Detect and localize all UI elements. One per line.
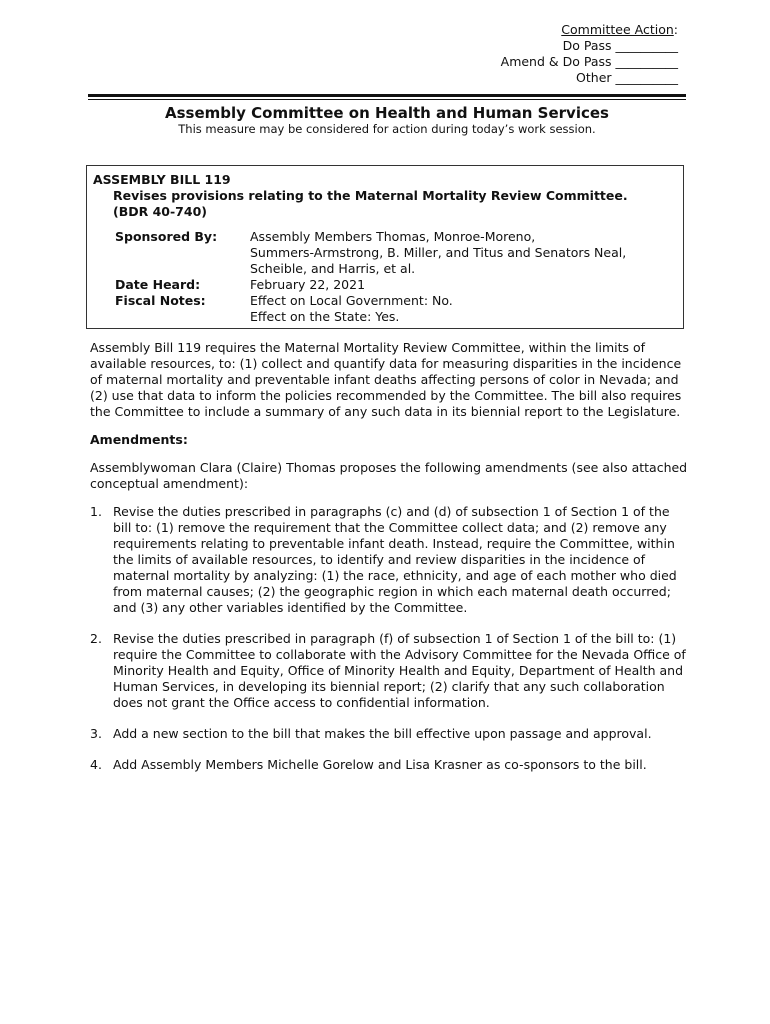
do-pass-row: Do Pass __________ [562,38,678,53]
sponsored-by-line-3: Scheible, and Harris, et al. [250,261,416,276]
amendment-text: Add Assembly Members Michelle Gorelow and Lisa Krasner as co-sponsors to the bill. [113,757,647,772]
sponsored-by-line-1: Assembly Members Thomas, Monroe-Moreno, [250,229,536,244]
amendment-item [90,757,690,773]
amend-do-pass-row: Amend & Do Pass __________ [500,54,678,69]
bill-info-box [86,165,684,329]
bill-number: ASSEMBLY BILL 119 [93,172,231,187]
header-rule-thin [88,99,686,100]
bill-meta [93,229,677,325]
amendment-number: 4. [90,757,102,772]
committee-name: Assembly Committee on Health and Human Services [165,104,609,122]
amendment-text: Add a new section to the bill that makes the bill effective upon passage and approval. [113,726,652,741]
sponsored-by-line-2: Summers-Armstrong, B. Miller, and Titus and Senators Neal, [250,245,627,260]
fiscal-notes-label: Fiscal Notes: [115,293,206,308]
other-row: Other __________ [576,70,678,85]
amendment-item [90,726,690,742]
committee-action-colon: : [673,22,678,37]
committee-action-block [501,22,678,86]
amendment-number: 1. [90,504,102,519]
header-rule-thick [88,94,686,97]
document-body [90,340,690,788]
sponsored-by-label: Sponsored By: [115,229,218,244]
amendments-intro: Assemblywoman Clara (Claire) Thomas proposes the following amendments (see also attached conceptual amendment): [90,460,688,491]
bill-summary: Assembly Bill 119 requires the Maternal Mortality Review Committee, within the limits of available resources, to: (1) collect and quantify data for measuring disparities in the incidence of maternal mortality and preventable infant deaths affecting persons of color in Nevada; and (2) use that data to inform the policies recommended by the Committee. The bill also requires the Committee to include a summary of any such data in its biennial report to the Legislature. [90,340,682,419]
amendment-item [90,504,690,616]
amendments-list [90,504,690,773]
fiscal-notes-line-1: Effect on Local Government: No. [250,293,453,308]
bill-bdr: (BDR 40-740) [113,204,207,219]
amendment-item [90,631,690,711]
bill-title: Revises provisions relating to the Maternal Mortality Review Committee. [113,188,628,203]
amendment-text: Revise the duties prescribed in paragraphs (c) and (d) of subsection 1 of Section 1 of the bill to: (1) remove the requirement that the Committee collect data; and (2) remove any requirements relating to preventable infant death. Instead, require the Committee, within the limits of available resources, to identify and review disparities in the incidence of maternal mortality by analyzing: (1) the race, ethnicity, and age of each mother who died from maternal causes; (2) the geographic region in which each maternal death occurred; and (3) any other variables identified by the Committee. [113,504,677,615]
date-heard-label: Date Heard: [115,277,201,292]
work-session-note: This measure may be considered for action during today’s work session. [178,122,596,136]
date-heard-value: February 22, 2021 [250,277,366,292]
amendments-heading: Amendments: [90,432,188,447]
committee-action-title: Committee Action [561,22,674,37]
amendment-number: 3. [90,726,102,741]
amendment-text: Revise the duties prescribed in paragraph (f) of subsection 1 of Section 1 of the bill to: (1) require the Committee to collaborate with the Advisory Committee for the Nevada Office of Minority Health and Equity, Office of Minority Health and Equity, Department of Health and Human Services, in developing its biennial report; (2) clarify that any such collaboration does not grant the Office access to confidential information. [113,631,686,710]
amendment-number: 2. [90,631,102,646]
committee-action-heading [501,22,678,38]
fiscal-notes-line-2: Effect on the State: Yes. [250,309,400,324]
